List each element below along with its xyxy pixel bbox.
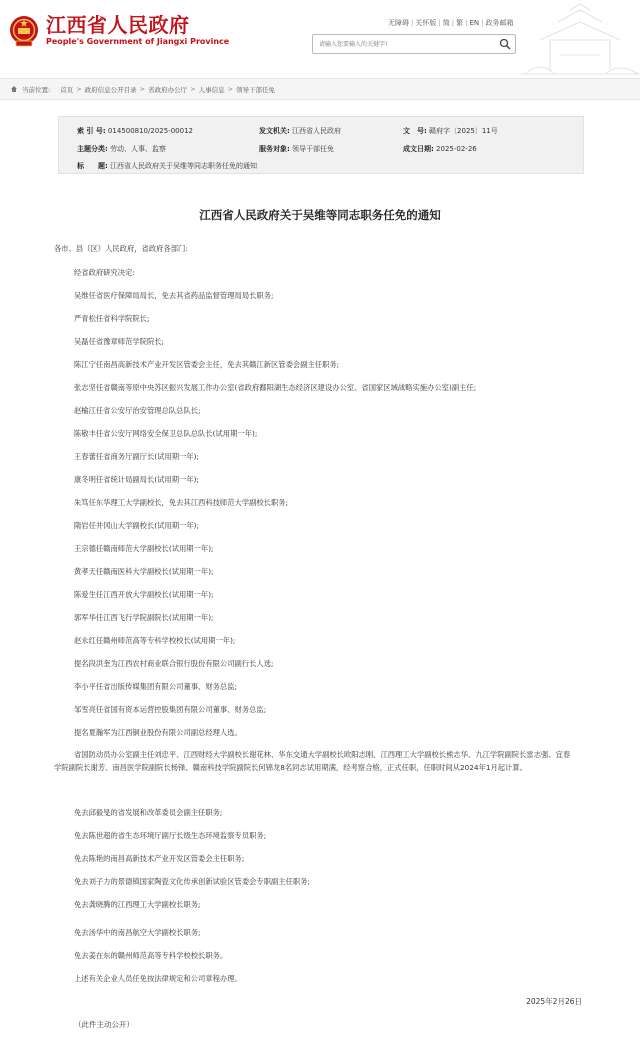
top-links	[388, 18, 513, 28]
paragraph: 吴磊任省豫章师范学院院长;	[74, 337, 165, 346]
breadcrumb-separator: >	[139, 85, 146, 93]
paragraph: 郭军华任江西飞行学院副院长(试用期一年);	[74, 613, 214, 622]
meta-index-label: 索 引 号:	[77, 127, 106, 135]
paragraph: 上述有关企业人员任免按法律规定和公司章程办理。	[74, 974, 242, 983]
link-separator: |	[481, 19, 484, 27]
paragraph: 隋岩任井冈山大学副校长(试用期一年);	[74, 521, 199, 530]
paragraph: 经省政府研究决定:	[74, 268, 135, 277]
breadcrumb-office[interactable]: 省政府办公厅	[148, 85, 188, 94]
paragraph: 免去刘子力的景德镇国家陶瓷文化传承创新试验区管委会专职副主任职务;	[74, 877, 310, 886]
paragraph: 陈爱生任江西开放大学副校长(试用期一年);	[74, 590, 214, 599]
logo-english-name: People's Government of Jiangxi Province	[46, 37, 230, 46]
document-title: 江西省人民政府关于吴维等同志职务任免的通知	[199, 208, 441, 222]
meta-docno	[403, 126, 498, 136]
paragraph: 黄孝天任赣南医科大学副校长(试用期一年);	[74, 567, 214, 576]
paragraph: 康冬明任省统计局副局长(试用期一年);	[74, 475, 199, 484]
paragraph: 张志坚任省赣南等原中央苏区振兴发展工作办公室(省政府鄱阳湖生态经济区建设办公室、省国家区域战略实施办公室)副主任;	[74, 383, 477, 392]
simplified-chinese-link[interactable]: 简	[442, 19, 450, 27]
pavilion-illustration-icon	[520, 0, 640, 78]
public-note: （此件主动公开）	[74, 1020, 134, 1029]
breadcrumb-appointments[interactable]: 领导干部任免	[236, 85, 276, 94]
paragraph: 严青松任省科学院院长;	[74, 314, 150, 323]
meta-docno-label: 文 号:	[403, 127, 427, 135]
site-logo[interactable]	[8, 14, 229, 48]
national-emblem-icon	[8, 14, 40, 48]
paragraph: 吴维任省医疗保障局局长，免去其省药品监督管理局局长职务;	[74, 291, 274, 300]
paragraph: 免去陈艳的南昌高新技术产业开发区管委会主任职务;	[74, 854, 245, 863]
meta-docno-value: 赣府字〔2025〕11号	[429, 127, 498, 135]
meta-title	[77, 161, 257, 171]
meta-service-label: 服务对象:	[259, 145, 290, 153]
link-separator: |	[438, 19, 441, 27]
meta-service	[259, 144, 334, 154]
link-separator: |	[411, 19, 414, 27]
paragraph: 赵永红任赣州师范高等专科学校校长(试用期一年);	[74, 636, 236, 645]
meta-service-value: 领导干部任免	[292, 145, 335, 153]
meta-date	[403, 144, 477, 154]
trial-period-paragraph: 省国防动员办公室副主任刘忠平、江西财经大学副校长谢花林、华东交通大学副校长欧阳志刚、江西理工大学副校长熊志华、九江学院副院长雷志强、宜春学院副院长谢芳、南昌医学院副院长杨锋、赣南科技学院副院长何锦龙8名同志试用期满，经考察合格，正式任职，任职时间从2024年1月起计算。	[54, 750, 571, 772]
traditional-chinese-link[interactable]: 繁	[456, 19, 464, 27]
breadcrumb-separator: >	[190, 85, 196, 93]
paragraph: 李小平任省出版传媒集团有限公司董事、财务总监;	[74, 682, 237, 691]
meta-title-value: 江西省人民政府关于吴维等同志职务任免的通知	[110, 162, 258, 170]
breadcrumb-label: 当前位置:	[22, 85, 51, 94]
breadcrumb-home[interactable]: 首页	[60, 85, 74, 94]
english-link[interactable]: EN	[469, 19, 480, 27]
paragraph: 免去邱毅旻的省发展和改革委员会副主任职务;	[74, 808, 223, 817]
paragraph: 免去汤华中的南昌航空大学副校长职务;	[74, 928, 201, 937]
breadcrumb-personnel[interactable]: 人事信息	[198, 85, 225, 94]
location-icon	[10, 85, 18, 93]
meta-topic-value: 劳动、人事、监察	[110, 145, 167, 153]
paragraph: 朱笃任东华理工大学副校长，免去其江西科技师范大学副校长职务;	[74, 498, 289, 507]
paragraph: 提名段洪奎为江西农村商业联合银行股份有限公司副行长人选;	[74, 659, 274, 668]
search-box	[312, 34, 516, 54]
paragraph: 免去姜在东的赣州师范高等专科学校校长职务。	[74, 951, 228, 960]
paragraph: 邹雪亮任省国有资本运营控股集团有限公司董事、财务总监;	[74, 705, 267, 714]
meta-issuer	[259, 126, 341, 136]
breadcrumb	[0, 78, 640, 100]
gov-mail-link[interactable]: 政务邮箱	[485, 19, 514, 27]
site-header	[0, 0, 640, 78]
accessibility-link[interactable]: 无障碍	[388, 19, 409, 27]
paragraph: 陈江宁任南昌高新技术产业开发区管委会主任，免去其赣江新区管委会副主任职务;	[74, 360, 340, 369]
meta-issuer-label: 发文机关:	[259, 127, 290, 135]
meta-issuer-value: 江西省人民政府	[292, 127, 342, 135]
paragraph: 王春蕾任省商务厅副厅长(试用期一年);	[74, 452, 199, 461]
meta-topic	[77, 144, 166, 154]
logo-chinese-name: 江西省人民政府	[46, 13, 190, 37]
meta-index	[77, 126, 193, 136]
breadcrumb-separator: >	[227, 85, 234, 93]
paragraph: 王宗德任赣南师范大学副校长(试用期一年);	[74, 544, 214, 553]
meta-date-value: 2025-02-26	[436, 145, 477, 153]
document-meta-table	[58, 116, 584, 174]
search-icon[interactable]	[499, 38, 511, 50]
paragraph: 赵榆江任省公安厅治安管理总队总队长;	[74, 406, 201, 415]
breadcrumb-info-catalog[interactable]: 政府信息公开目录	[84, 85, 137, 94]
link-separator: |	[451, 19, 455, 27]
paragraph: 陈敬丰任省公安厅网络安全保卫总队总队长(试用期一年);	[74, 429, 258, 438]
search-input[interactable]	[313, 36, 493, 52]
breadcrumb-separator: >	[76, 85, 82, 93]
paragraph: 免去陈世超的省生态环境厅副厅长级生态环境监察专员职务;	[74, 831, 267, 840]
meta-topic-label: 主题分类:	[77, 145, 108, 153]
care-mode-link[interactable]: 关怀版	[415, 19, 437, 27]
meta-index-value: 014500810/2025-00012	[107, 127, 193, 135]
link-separator: |	[465, 19, 468, 27]
document-date: 2025年2月26日	[526, 997, 582, 1006]
paragraph: 免去龚晓腾的江西理工大学副校长职务;	[74, 900, 201, 909]
salutation: 各市、县（区）人民政府，省政府各部门:	[54, 244, 188, 253]
meta-date-label: 成文日期:	[403, 145, 434, 153]
paragraph: 提名夏瀚军为江西铜业股份有限公司副总经理人选。	[74, 728, 242, 737]
meta-title-label: 标 题:	[77, 162, 108, 170]
